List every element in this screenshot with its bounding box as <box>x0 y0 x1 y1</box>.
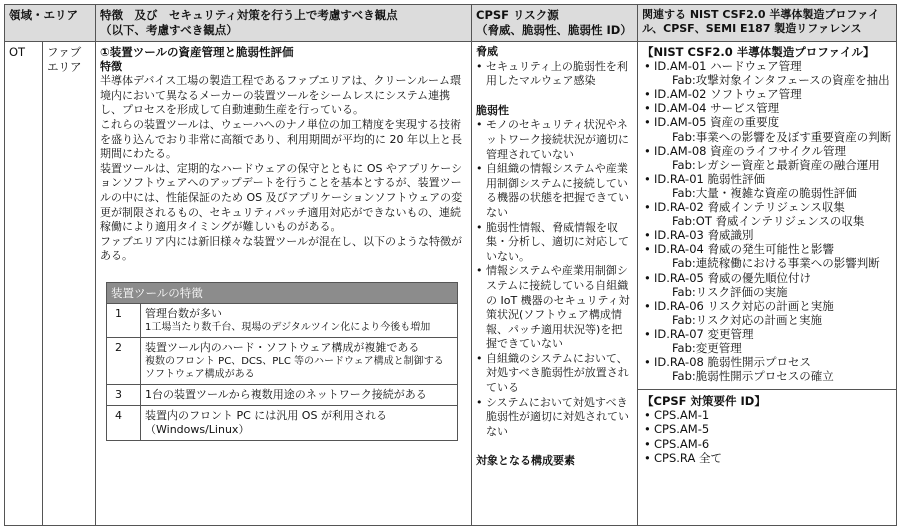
cpsf-item: • CPS.RA 全て <box>642 451 892 465</box>
tool-feature-detail: 1工場当たり数千台、現場のデジタルツイン化により今後も増加 <box>145 321 431 333</box>
features-paragraph-3: 装置ツールは、定期的なハードウェアの保守とともに OS やアプリケーションソフトウェアへのアップデートを行うことを基本とするが、装置ツールの中には、性能保証のため OS 及びアプリケーションソフトウェアの変更が制限されるもの、セキュリティパッチ適用対応ができないもの、連続稼働により適用タイミングが難しいものがある。 <box>100 161 463 234</box>
tool-feature-text <box>141 337 458 384</box>
nist-item: • ID.RA-04 脅威の発生可能性と影響 <box>642 242 892 256</box>
cpsf-item: • CPS.AM-6 <box>642 437 892 451</box>
cpsf-item: • CPS.AM-5 <box>642 422 892 436</box>
cpsf-heading: 【CPSF 対策要件 ID】 <box>642 394 766 409</box>
nist-fab-note: Fab:事業への影響を及ぼす重要資産の判断 <box>672 129 892 144</box>
nist-fab-note: Fab:レガシー資産と最新資産の融合運用 <box>672 157 880 172</box>
threat-list <box>476 60 633 89</box>
nist-item: • ID.RA-01 脆弱性評価 <box>642 172 892 186</box>
nist-fab-note: Fab:大量・複雑な資産の脆弱性評価 <box>672 185 857 200</box>
reference-cell <box>638 42 897 526</box>
vulnerability-item: • 脆弱性情報、脅威情報を収集・分析し、適切に対応していない。 <box>476 221 633 265</box>
nist-item: • ID.RA-03 脅威識別 <box>642 228 892 242</box>
tool-feature-main: 装置ツール内のハード・ソフトウェア構成が複雑である <box>145 340 420 354</box>
tool-feature-number: 1 <box>107 303 141 337</box>
header-features <box>96 5 472 42</box>
nist-item: • ID.AM-08 資産のライフサイクル管理 <box>642 144 892 158</box>
cpsf-item: • CPS.AM-1 <box>642 408 892 422</box>
nist-item: • ID.AM-02 ソフトウェア管理 <box>642 87 892 101</box>
cpsf-list <box>642 408 892 464</box>
nist-item: • ID.RA-07 変更管理 <box>642 327 892 341</box>
nist-fab-note: Fab:脆弱性開示プロセスの確立 <box>672 369 834 384</box>
vulnerability-heading: 脆弱性 <box>476 103 509 117</box>
header-risk-subtitle: （脅威、脆弱性、脆弱性 ID） <box>476 23 632 37</box>
tool-feature-main: 管理台数が多い <box>145 306 222 320</box>
tool-features-table <box>106 282 458 441</box>
header-region: 領域・エリア <box>5 5 96 42</box>
nist-item: • ID.AM-01 ハードウェア管理 <box>642 59 892 73</box>
tool-feature-number: 3 <box>107 384 141 405</box>
threat-heading: 脅威 <box>476 45 498 58</box>
threat-item: • セキュリティ上の脆弱性を利用したマルウェア感染 <box>476 60 633 89</box>
content-row <box>5 42 897 526</box>
features-cell <box>96 42 472 526</box>
tool-feature-main: 1台の装置ツールから複数用途のネットワーク接続がある <box>145 387 427 401</box>
tool-feature-text <box>141 303 458 337</box>
vulnerability-item: • 情報システムや産業用制御システムに接続している自組織の IoT 機器のセキュリティ対策状況(ソフトウェア構成情報、パッチ適用状況等)を把握できていない <box>476 264 633 352</box>
tool-feature-row <box>107 337 458 384</box>
nist-fab-note: Fab:攻撃対象インタフェースの資産を抽出 <box>672 73 890 88</box>
tool-features-title: 装置ツールの特徴 <box>107 282 458 303</box>
nist-fab-note: Fab:変更管理 <box>672 340 742 355</box>
header-features-title: 特徴 及び セキュリティ対策を行う上で考慮すべき観点 <box>100 8 398 22</box>
tool-feature-main: 装置内のフロント PC には汎用 OS が利用される <box>145 408 387 422</box>
features-paragraph-1: 半導体デバイス工場の製造工程であるファブエリアは、クリーンルーム環境内において異なるメーカーの装置ツールをシームレスにシステム連携し、プロセスを形成して自動連動生産を行っている。 <box>100 74 461 117</box>
nist-item: • ID.RA-06 リスク対応の計画と実施 <box>642 299 892 313</box>
tool-feature-text <box>141 384 458 405</box>
tool-feature-detail: 複数のフロント PC、DCS、PLC 等のハードウェア構成と制御するソフトウェア構成がある <box>145 355 444 380</box>
features-paragraph-2: これらの装置ツールは、ウェーハへのナノ単位の加工精度を実現する技術を盛り込んでおり非常に高額であり、利用期間が平均的に 20 年以上と長期間にわたる。 <box>100 117 462 161</box>
vulnerability-item: • 自組織の情報システムや産業用制御システムに接続している機器の状態を把握できていない <box>476 162 633 220</box>
vulnerability-item: • システムにおいて対処すべき脆弱性が適切に対処されていない <box>476 396 633 440</box>
area-line-1: ファブ <box>47 45 82 59</box>
tool-feature-row <box>107 303 458 337</box>
tool-feature-detail: （Windows/Linux） <box>145 422 250 436</box>
security-considerations-table <box>4 4 897 526</box>
header-row <box>5 5 897 42</box>
vulnerability-item: • 自組織のシステムにおいて、対処すべき脆弱性が放置されている <box>476 352 633 396</box>
header-features-subtitle: （以下、考慮すべき観点） <box>100 23 238 37</box>
tool-feature-number: 2 <box>107 337 141 384</box>
tool-feature-row <box>107 405 458 440</box>
nist-item: • ID.AM-05 資産の重要度 <box>642 115 892 129</box>
nist-item: • ID.RA-05 脅威の優先順位付け <box>642 271 892 285</box>
area-cell <box>43 42 96 526</box>
nist-fab-note: Fab:連続稼働における事業への影響判断 <box>672 256 880 271</box>
header-risk-title: CPSF リスク源 <box>476 8 559 22</box>
tool-feature-row <box>107 384 458 405</box>
nist-fab-note: Fab:リスク対応の計画と実施 <box>672 312 823 327</box>
nist-list <box>642 59 892 383</box>
header-ref: 関連する NIST CSF2.0 半導体製造プロファイル、CPSF、SEMI E187 製造リファレンス <box>638 5 897 42</box>
reference-divider <box>638 389 896 390</box>
nist-item: • ID.RA-02 脅威インテリジェンス収集 <box>642 200 892 214</box>
region-cell: OT <box>5 42 43 526</box>
tool-feature-number: 4 <box>107 405 141 440</box>
features-subheading: 特徴 <box>100 59 122 73</box>
vulnerability-list <box>476 118 633 439</box>
nist-item: • ID.AM-04 サービス管理 <box>642 101 892 115</box>
area-line-2: エリア <box>47 60 82 74</box>
vulnerability-item: • モノのセキュリティ状況やネットワーク接続状況が適切に管理されていない <box>476 118 633 162</box>
nist-fab-note: Fab:リスク評価の実施 <box>672 284 788 299</box>
nist-fab-note: Fab:OT 脅威インテリジェンスの収集 <box>672 214 865 229</box>
section-title: ①装置ツールの資産管理と脆弱性評価 <box>100 45 294 59</box>
tool-feature-text <box>141 405 458 440</box>
features-paragraph-4: ファブエリア内には新旧様々な装置ツールが混在し、以下のような特徴がある。 <box>100 234 463 263</box>
header-risk <box>472 5 638 42</box>
risk-cell <box>472 42 638 526</box>
nist-item: • ID.RA-08 脆弱性開示プロセス <box>642 355 892 369</box>
target-components-heading: 対象となる構成要素 <box>476 454 575 468</box>
nist-heading: 【NIST CSF2.0 半導体製造プロファイル】 <box>642 45 875 59</box>
